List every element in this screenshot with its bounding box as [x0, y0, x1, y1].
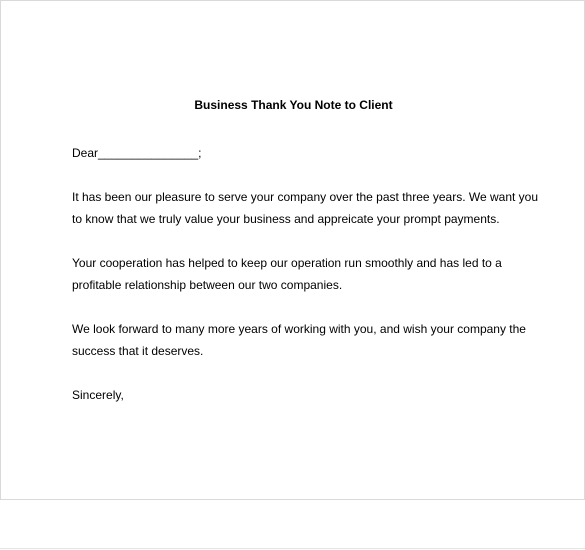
closing-line: Sincerely,	[72, 388, 124, 402]
document-title: Business Thank You Note to Client	[194, 98, 393, 112]
body-paragraph-1: It has been our pleasure to serve your company over the past three years. We want you to know that we truly value your business and appreicate your prompt payments.	[72, 190, 539, 226]
body-paragraph-2: Your cooperation has helped to keep our operation run smoothly and has led to a profitable relationship between our two companies.	[72, 256, 502, 292]
page-divider	[0, 548, 585, 549]
salutation: Dear_______________;	[72, 146, 202, 160]
body-paragraph-3: We look forward to many more years of working with you, and wish your company the success that it deserves.	[72, 322, 526, 358]
